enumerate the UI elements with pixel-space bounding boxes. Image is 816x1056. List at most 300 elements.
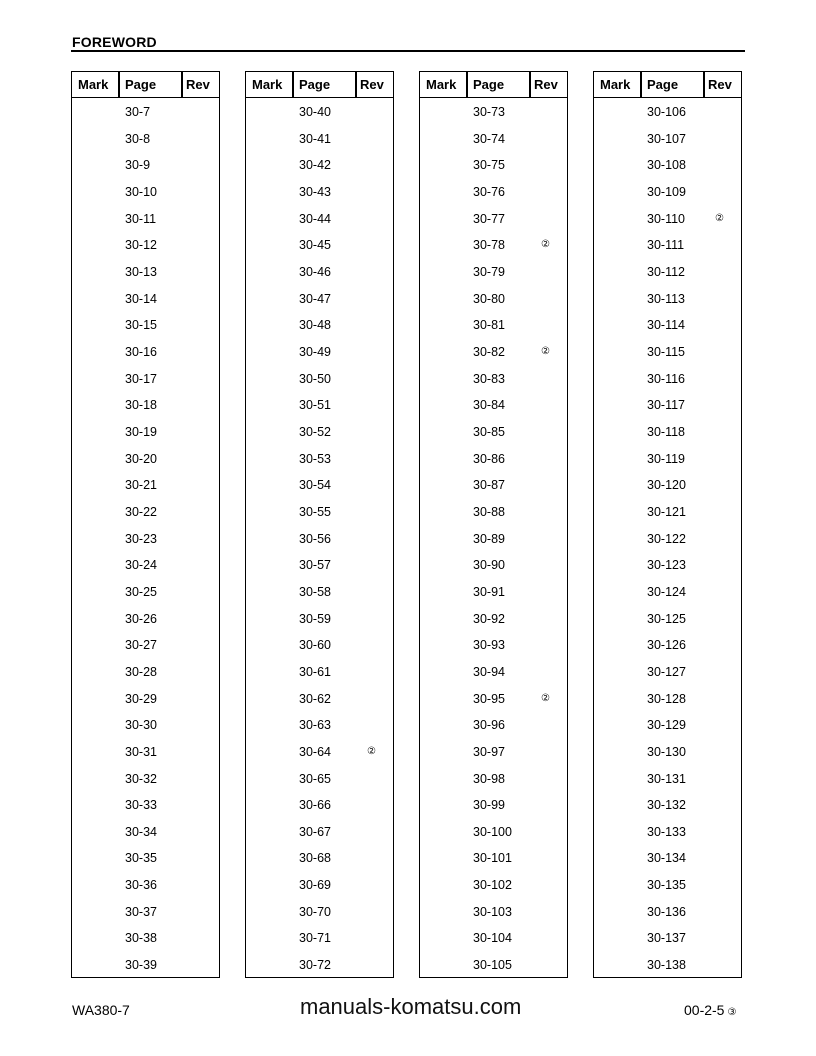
row-page: 30-23 xyxy=(125,531,157,546)
table-row xyxy=(72,289,219,309)
row-page: 30-11 xyxy=(125,211,157,226)
page-title: FOREWORD xyxy=(72,34,157,50)
header-rev: Rev xyxy=(534,77,558,92)
revision-table xyxy=(419,71,568,978)
table-row xyxy=(246,742,393,762)
row-page: 30-84 xyxy=(473,398,505,413)
table-row xyxy=(72,689,219,709)
table-row xyxy=(594,848,741,868)
row-page: 30-130 xyxy=(647,744,686,759)
row-page: 30-90 xyxy=(473,558,505,573)
row-page: 30-53 xyxy=(299,451,331,466)
row-page: 30-56 xyxy=(299,531,331,546)
table-row xyxy=(594,822,741,842)
table-row xyxy=(594,422,741,442)
revision-table xyxy=(593,71,742,978)
row-revision-mark: ② xyxy=(541,345,550,357)
row-page: 30-9 xyxy=(125,158,151,173)
row-page: 30-111 xyxy=(647,238,685,253)
table-row xyxy=(594,635,741,655)
table-row xyxy=(420,449,567,469)
table-row xyxy=(72,848,219,868)
row-page: 30-60 xyxy=(299,638,331,653)
row-page: 30-85 xyxy=(473,424,505,439)
row-page: 30-51 xyxy=(299,398,331,413)
table-row xyxy=(246,822,393,842)
row-page: 30-55 xyxy=(299,504,331,519)
table-row xyxy=(72,235,219,255)
table-row xyxy=(246,689,393,709)
row-page: 30-121 xyxy=(647,504,686,519)
row-page: 30-79 xyxy=(473,264,505,279)
table-row xyxy=(72,742,219,762)
footer-model: WA380-7 xyxy=(72,1002,130,1018)
row-page: 30-136 xyxy=(647,904,686,919)
table-row xyxy=(246,795,393,815)
table-row xyxy=(72,395,219,415)
header-mark: Mark xyxy=(78,77,109,92)
row-page: 30-68 xyxy=(299,851,331,866)
column-divider xyxy=(640,72,642,97)
table-row xyxy=(594,689,741,709)
revision-table xyxy=(245,71,394,978)
table-row xyxy=(72,529,219,549)
table-row xyxy=(594,902,741,922)
row-page: 30-89 xyxy=(473,531,505,546)
row-page: 30-15 xyxy=(125,318,157,333)
row-page: 30-73 xyxy=(473,105,505,119)
row-page: 30-41 xyxy=(299,131,331,146)
row-page: 30-58 xyxy=(299,584,331,599)
table-row xyxy=(594,555,741,575)
row-page: 30-70 xyxy=(299,904,331,919)
row-page: 30-80 xyxy=(473,291,505,306)
table-row xyxy=(72,262,219,282)
table-row xyxy=(594,662,741,682)
table-row xyxy=(246,555,393,575)
table-row xyxy=(246,902,393,922)
row-page: 30-74 xyxy=(473,131,505,146)
row-page: 30-95 xyxy=(473,691,505,706)
row-page: 30-64 xyxy=(299,744,331,759)
row-page: 30-92 xyxy=(473,611,505,626)
row-page: 30-115 xyxy=(647,344,685,359)
row-page: 30-134 xyxy=(647,851,686,866)
table-row xyxy=(594,155,741,175)
table-row xyxy=(594,955,741,975)
table-row xyxy=(72,449,219,469)
table-row xyxy=(72,795,219,815)
row-page: 30-25 xyxy=(125,584,157,599)
header-page: Page xyxy=(125,77,157,92)
row-page: 30-94 xyxy=(473,664,505,679)
row-page: 30-72 xyxy=(299,958,331,973)
row-page: 30-30 xyxy=(125,718,157,733)
row-page: 30-113 xyxy=(647,291,685,306)
row-page: 30-46 xyxy=(299,264,331,279)
table-row xyxy=(594,182,741,202)
table-row xyxy=(594,449,741,469)
table-row xyxy=(246,609,393,629)
table-row xyxy=(246,875,393,895)
table-row xyxy=(420,209,567,229)
table-row xyxy=(420,129,567,149)
row-page: 30-10 xyxy=(125,184,157,199)
row-page: 30-128 xyxy=(647,691,686,706)
table-row xyxy=(72,209,219,229)
table-row xyxy=(72,369,219,389)
footer-page-number: 00-2-5 xyxy=(684,1002,725,1018)
table-row xyxy=(594,395,741,415)
row-page: 30-40 xyxy=(299,105,331,119)
table-row xyxy=(72,635,219,655)
row-page: 30-98 xyxy=(473,771,505,786)
table-row xyxy=(594,262,741,282)
table-row xyxy=(246,769,393,789)
table-row xyxy=(72,609,219,629)
row-page: 30-105 xyxy=(473,958,512,973)
row-page: 30-81 xyxy=(473,318,505,333)
column-divider xyxy=(703,72,705,97)
table-row xyxy=(594,529,741,549)
table-row xyxy=(246,715,393,735)
table-row xyxy=(246,582,393,602)
table-row xyxy=(594,475,741,495)
row-revision-mark: ② xyxy=(367,745,376,757)
row-page: 30-137 xyxy=(647,931,686,946)
table-row xyxy=(594,342,741,362)
table-row xyxy=(246,475,393,495)
row-page: 30-108 xyxy=(647,158,686,173)
table-row xyxy=(246,955,393,975)
row-page: 30-131 xyxy=(647,771,686,786)
table-row xyxy=(72,902,219,922)
table-row xyxy=(420,715,567,735)
table-row xyxy=(420,529,567,549)
row-page: 30-104 xyxy=(473,931,512,946)
row-page: 30-83 xyxy=(473,371,505,386)
table-row xyxy=(420,662,567,682)
table-row xyxy=(246,235,393,255)
header-rev: Rev xyxy=(360,77,384,92)
table-row xyxy=(72,342,219,362)
header-page: Page xyxy=(473,77,505,92)
row-page: 30-76 xyxy=(473,184,505,199)
row-page: 30-103 xyxy=(473,904,512,919)
row-page: 30-48 xyxy=(299,318,331,333)
row-page: 30-18 xyxy=(125,398,157,413)
row-page: 30-129 xyxy=(647,718,686,733)
row-revision-mark: ② xyxy=(541,692,550,704)
table-row xyxy=(594,502,741,522)
table-row xyxy=(246,262,393,282)
column-divider xyxy=(118,72,120,97)
table-row xyxy=(246,182,393,202)
table-row xyxy=(420,609,567,629)
row-page: 30-102 xyxy=(473,878,512,893)
table-row xyxy=(72,582,219,602)
table-row xyxy=(420,422,567,442)
footer-page xyxy=(684,1002,736,1018)
row-page: 30-43 xyxy=(299,184,331,199)
row-page: 30-32 xyxy=(125,771,157,786)
row-page: 30-29 xyxy=(125,691,157,706)
row-page: 30-59 xyxy=(299,611,331,626)
table-row xyxy=(420,289,567,309)
table-header xyxy=(420,72,567,98)
table-row xyxy=(420,235,567,255)
row-page: 30-26 xyxy=(125,611,157,626)
row-page: 30-67 xyxy=(299,824,331,839)
row-page: 30-86 xyxy=(473,451,505,466)
table-row xyxy=(72,555,219,575)
row-page: 30-119 xyxy=(647,451,685,466)
table-row xyxy=(594,715,741,735)
title-rule xyxy=(71,50,745,52)
table-row xyxy=(246,289,393,309)
table-row xyxy=(246,342,393,362)
table-row xyxy=(420,102,567,122)
row-page: 30-97 xyxy=(473,744,505,759)
table-row xyxy=(594,369,741,389)
row-page: 30-88 xyxy=(473,504,505,519)
table-row xyxy=(594,129,741,149)
table-row xyxy=(72,502,219,522)
table-row xyxy=(594,769,741,789)
row-page: 30-65 xyxy=(299,771,331,786)
table-row xyxy=(420,262,567,282)
header-rev: Rev xyxy=(708,77,732,92)
row-page: 30-114 xyxy=(647,318,685,333)
row-page: 30-24 xyxy=(125,558,157,573)
table-row xyxy=(420,582,567,602)
row-page: 30-112 xyxy=(647,264,685,279)
row-page: 30-37 xyxy=(125,904,157,919)
row-page: 30-38 xyxy=(125,931,157,946)
table-row xyxy=(594,102,741,122)
row-page: 30-118 xyxy=(647,424,685,439)
row-page: 30-16 xyxy=(125,344,157,359)
row-page: 30-44 xyxy=(299,211,331,226)
row-page: 30-28 xyxy=(125,664,157,679)
column-divider xyxy=(181,72,183,97)
table-row xyxy=(72,769,219,789)
table-row xyxy=(246,155,393,175)
row-page: 30-14 xyxy=(125,291,157,306)
row-page: 30-57 xyxy=(299,558,331,573)
table-row xyxy=(72,822,219,842)
row-page: 30-93 xyxy=(473,638,505,653)
table-row xyxy=(420,395,567,415)
table-row xyxy=(246,635,393,655)
table-row xyxy=(72,928,219,948)
table-row xyxy=(72,129,219,149)
table-row xyxy=(246,209,393,229)
row-page: 30-66 xyxy=(299,798,331,813)
row-page: 30-63 xyxy=(299,718,331,733)
row-page: 30-49 xyxy=(299,344,331,359)
table-row xyxy=(72,182,219,202)
row-page: 30-7 xyxy=(125,105,151,119)
row-page: 30-127 xyxy=(647,664,686,679)
row-page: 30-124 xyxy=(647,584,686,599)
row-page: 30-47 xyxy=(299,291,331,306)
table-row xyxy=(72,155,219,175)
header-mark: Mark xyxy=(426,77,457,92)
table-row xyxy=(420,928,567,948)
row-page: 30-116 xyxy=(647,371,685,386)
table-row xyxy=(420,742,567,762)
row-page: 30-96 xyxy=(473,718,505,733)
row-page: 30-122 xyxy=(647,531,686,546)
table-row xyxy=(246,395,393,415)
row-page: 30-42 xyxy=(299,158,331,173)
row-page: 30-132 xyxy=(647,798,686,813)
row-page: 30-34 xyxy=(125,824,157,839)
row-revision-mark: ② xyxy=(715,212,724,224)
table-row xyxy=(246,502,393,522)
table-row xyxy=(420,342,567,362)
table-row xyxy=(420,875,567,895)
column-divider xyxy=(292,72,294,97)
table-row xyxy=(72,475,219,495)
row-page: 30-33 xyxy=(125,798,157,813)
row-page: 30-109 xyxy=(647,184,686,199)
header-rev: Rev xyxy=(186,77,210,92)
table-header xyxy=(72,72,219,98)
header-page: Page xyxy=(647,77,679,92)
row-page: 30-120 xyxy=(647,478,686,493)
table-row xyxy=(594,742,741,762)
row-page: 30-135 xyxy=(647,878,686,893)
table-row xyxy=(420,795,567,815)
row-page: 30-27 xyxy=(125,638,157,653)
table-row xyxy=(420,555,567,575)
row-page: 30-61 xyxy=(299,664,331,679)
table-row xyxy=(420,475,567,495)
watermark: manuals-komatsu.com xyxy=(300,994,522,1019)
row-page: 30-22 xyxy=(125,504,157,519)
footer-revision-mark: ③ xyxy=(727,1007,737,1018)
header-page: Page xyxy=(299,77,331,92)
table-row xyxy=(246,315,393,335)
table-row xyxy=(594,795,741,815)
header-mark: Mark xyxy=(252,77,283,92)
row-page: 30-123 xyxy=(647,558,686,573)
row-page: 30-91 xyxy=(473,584,505,599)
table-row xyxy=(594,289,741,309)
table-row xyxy=(594,209,741,229)
table-row xyxy=(420,502,567,522)
row-page: 30-117 xyxy=(647,398,685,413)
row-page: 30-71 xyxy=(299,931,331,946)
row-page: 30-54 xyxy=(299,478,331,493)
table-row xyxy=(246,662,393,682)
row-page: 30-36 xyxy=(125,878,157,893)
row-page: 30-19 xyxy=(125,424,157,439)
row-page: 30-75 xyxy=(473,158,505,173)
table-row xyxy=(420,155,567,175)
table-row xyxy=(594,315,741,335)
row-page: 30-52 xyxy=(299,424,331,439)
table-row xyxy=(420,848,567,868)
table-row xyxy=(420,769,567,789)
table-row xyxy=(72,955,219,975)
row-page: 30-126 xyxy=(647,638,686,653)
column-divider xyxy=(355,72,357,97)
row-page: 30-138 xyxy=(647,958,686,973)
table-row xyxy=(246,529,393,549)
row-page: 30-45 xyxy=(299,238,331,253)
row-page: 30-8 xyxy=(125,131,151,146)
table-row xyxy=(246,848,393,868)
row-page: 30-12 xyxy=(125,238,157,253)
column-divider xyxy=(466,72,468,97)
row-page: 30-77 xyxy=(473,211,505,226)
table-row xyxy=(594,609,741,629)
table-row xyxy=(246,102,393,122)
row-page: 30-69 xyxy=(299,878,331,893)
table-row xyxy=(72,315,219,335)
table-row xyxy=(246,369,393,389)
row-page: 30-125 xyxy=(647,611,686,626)
table-row xyxy=(420,315,567,335)
row-page: 30-62 xyxy=(299,691,331,706)
row-page: 30-31 xyxy=(125,744,157,759)
table-header xyxy=(246,72,393,98)
row-page: 30-17 xyxy=(125,371,157,386)
table-row xyxy=(594,928,741,948)
row-page: 30-87 xyxy=(473,478,505,493)
table-row xyxy=(420,902,567,922)
row-page: 30-78 xyxy=(473,238,505,253)
row-page: 30-106 xyxy=(647,105,686,119)
table-header xyxy=(594,72,741,98)
table-row xyxy=(594,875,741,895)
table-row xyxy=(420,369,567,389)
table-row xyxy=(72,875,219,895)
table-row xyxy=(72,102,219,122)
row-page: 30-82 xyxy=(473,344,505,359)
row-page: 30-39 xyxy=(125,958,157,973)
row-revision-mark: ② xyxy=(541,239,550,251)
table-row xyxy=(246,928,393,948)
row-page: 30-100 xyxy=(473,824,512,839)
row-page: 30-99 xyxy=(473,798,505,813)
row-page: 30-110 xyxy=(647,211,685,226)
table-row xyxy=(420,955,567,975)
revision-table xyxy=(71,71,220,978)
header-mark: Mark xyxy=(600,77,631,92)
row-page: 30-50 xyxy=(299,371,331,386)
table-row xyxy=(420,635,567,655)
table-row xyxy=(72,422,219,442)
row-page: 30-21 xyxy=(125,478,157,493)
row-page: 30-20 xyxy=(125,451,157,466)
table-row xyxy=(594,235,741,255)
row-page: 30-133 xyxy=(647,824,686,839)
table-row xyxy=(246,129,393,149)
table-row xyxy=(594,582,741,602)
table-row xyxy=(420,689,567,709)
table-row xyxy=(420,182,567,202)
table-row xyxy=(246,422,393,442)
table-row xyxy=(246,449,393,469)
row-page: 30-13 xyxy=(125,264,157,279)
column-divider xyxy=(529,72,531,97)
table-row xyxy=(72,662,219,682)
table-row xyxy=(420,822,567,842)
